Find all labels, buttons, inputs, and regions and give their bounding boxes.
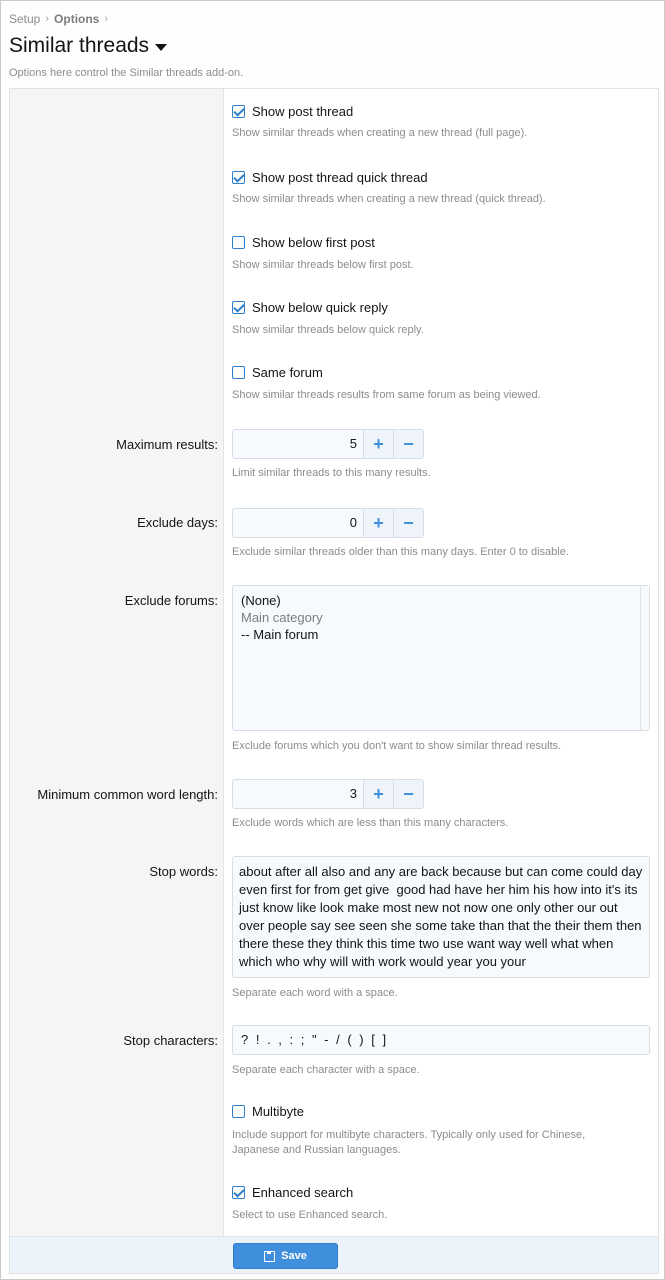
breadcrumb-separator-icon: › bbox=[45, 13, 50, 25]
exclude-days-hint: Exclude similar threads older than this many days. Enter 0 to disable. bbox=[232, 546, 569, 558]
same-forum-checkbox[interactable] bbox=[232, 365, 323, 380]
forum-category-option: Main category bbox=[241, 610, 323, 625]
show-below-first-post-hint: Show similar threads below first post. bbox=[232, 259, 414, 271]
same-forum-label: Same forum bbox=[252, 365, 323, 380]
enhanced-search-hint: Select to use Enhanced search. bbox=[232, 1209, 388, 1221]
plus-icon[interactable]: + bbox=[363, 430, 393, 458]
maximum-results-label: Maximum results: bbox=[116, 437, 218, 452]
listbox-scrollbar[interactable] bbox=[640, 586, 649, 730]
page-title[interactable] bbox=[9, 34, 167, 58]
min-word-length-stepper bbox=[232, 779, 424, 809]
plus-icon[interactable]: + bbox=[363, 509, 393, 537]
min-word-length-label: Minimum common word length: bbox=[37, 787, 218, 802]
checkbox-unchecked-icon[interactable] bbox=[232, 1105, 245, 1118]
show-post-thread-label: Show post thread bbox=[252, 104, 354, 119]
breadcrumb-setup[interactable]: Setup bbox=[9, 12, 41, 26]
checkbox-unchecked-icon[interactable] bbox=[232, 236, 245, 249]
breadcrumb-options[interactable]: Options bbox=[54, 12, 100, 26]
show-below-first-post-checkbox[interactable] bbox=[232, 235, 375, 250]
show-post-thread-quick-checkbox[interactable] bbox=[232, 170, 428, 185]
checkbox-unchecked-icon[interactable] bbox=[232, 366, 245, 379]
show-post-thread-quick-hint: Show similar threads when creating a new thread (quick thread). bbox=[232, 193, 546, 205]
forum-option[interactable]: (None) bbox=[241, 593, 281, 608]
checkbox-checked-icon[interactable] bbox=[232, 1186, 245, 1199]
stop-words-label: Stop words: bbox=[149, 864, 218, 879]
multibyte-hint: Include support for multibyte characters. Typically only used for Chinese, Japanese and Russian languages. bbox=[232, 1129, 586, 1156]
breadcrumb bbox=[9, 12, 113, 26]
labels-column bbox=[10, 89, 224, 1236]
minus-icon[interactable]: − bbox=[393, 509, 423, 537]
checkbox-checked-icon[interactable] bbox=[232, 105, 245, 118]
show-post-thread-checkbox[interactable] bbox=[232, 104, 353, 119]
show-below-quick-reply-checkbox[interactable] bbox=[232, 300, 388, 315]
show-below-first-post-label: Show below first post bbox=[252, 235, 375, 250]
breadcrumb-separator-icon: › bbox=[104, 13, 109, 25]
exclude-forums-select[interactable] bbox=[232, 585, 650, 731]
stop-characters-label: Stop characters: bbox=[123, 1033, 218, 1048]
exclude-days-label: Exclude days: bbox=[137, 515, 218, 530]
checkbox-checked-icon[interactable] bbox=[232, 301, 245, 314]
exclude-days-stepper bbox=[232, 508, 424, 538]
exclude-forums-hint: Exclude forums which you don't want to show similar thread results. bbox=[232, 740, 562, 752]
stop-words-textarea[interactable]: about after all also and any are back because but can come could day even first for from get give good had have her him his how into it's its just know like look make most new not now one only other our out over people say see seen she some take than that the their them then there these they think this time two use want way well what when which who why will with work would year you your bbox=[232, 856, 650, 978]
plus-icon[interactable]: + bbox=[363, 780, 393, 808]
min-word-length-hint: Exclude words which are less than this many characters. bbox=[232, 817, 509, 829]
min-word-length-input[interactable]: 3 bbox=[349, 786, 357, 801]
checkbox-checked-icon[interactable] bbox=[232, 171, 245, 184]
exclude-forums-label: Exclude forums: bbox=[124, 593, 218, 608]
multibyte-label: Multibyte bbox=[252, 1104, 305, 1119]
show-post-thread-quick-label: Show post thread quick thread bbox=[252, 170, 428, 185]
maximum-results-stepper bbox=[232, 429, 424, 459]
save-label: Save bbox=[281, 1250, 307, 1262]
maximum-results-hint: Limit similar threads to this many results. bbox=[232, 467, 431, 479]
same-forum-hint: Show similar threads results from same forum as being viewed. bbox=[232, 389, 541, 401]
form-footer bbox=[10, 1236, 658, 1273]
show-post-thread-hint: Show similar threads when creating a new thread (full page). bbox=[232, 127, 528, 139]
maximum-results-input[interactable]: 5 bbox=[349, 436, 357, 451]
multibyte-checkbox[interactable] bbox=[232, 1104, 304, 1119]
show-below-quick-reply-hint: Show similar threads below quick reply. bbox=[232, 324, 424, 336]
minus-icon[interactable]: − bbox=[393, 780, 423, 808]
minus-icon[interactable]: − bbox=[393, 430, 423, 458]
save-icon bbox=[264, 1251, 275, 1262]
page-description: Options here control the Similar threads add-on. bbox=[9, 67, 244, 79]
caret-down-icon bbox=[155, 44, 167, 51]
enhanced-search-checkbox[interactable] bbox=[232, 1185, 353, 1200]
stop-characters-hint: Separate each character with a space. bbox=[232, 1064, 420, 1076]
forum-option[interactable]: -- Main forum bbox=[241, 627, 319, 642]
stop-words-hint: Separate each word with a space. bbox=[232, 987, 398, 999]
page-title-text: Similar threads bbox=[9, 34, 150, 57]
enhanced-search-label: Enhanced search bbox=[252, 1185, 354, 1200]
stop-characters-input[interactable]: ? ! . , : ; " - / ( ) [ ] bbox=[232, 1025, 650, 1055]
show-below-quick-reply-label: Show below quick reply bbox=[252, 300, 388, 315]
exclude-days-input[interactable]: 0 bbox=[349, 515, 357, 530]
save-button[interactable] bbox=[233, 1243, 338, 1269]
